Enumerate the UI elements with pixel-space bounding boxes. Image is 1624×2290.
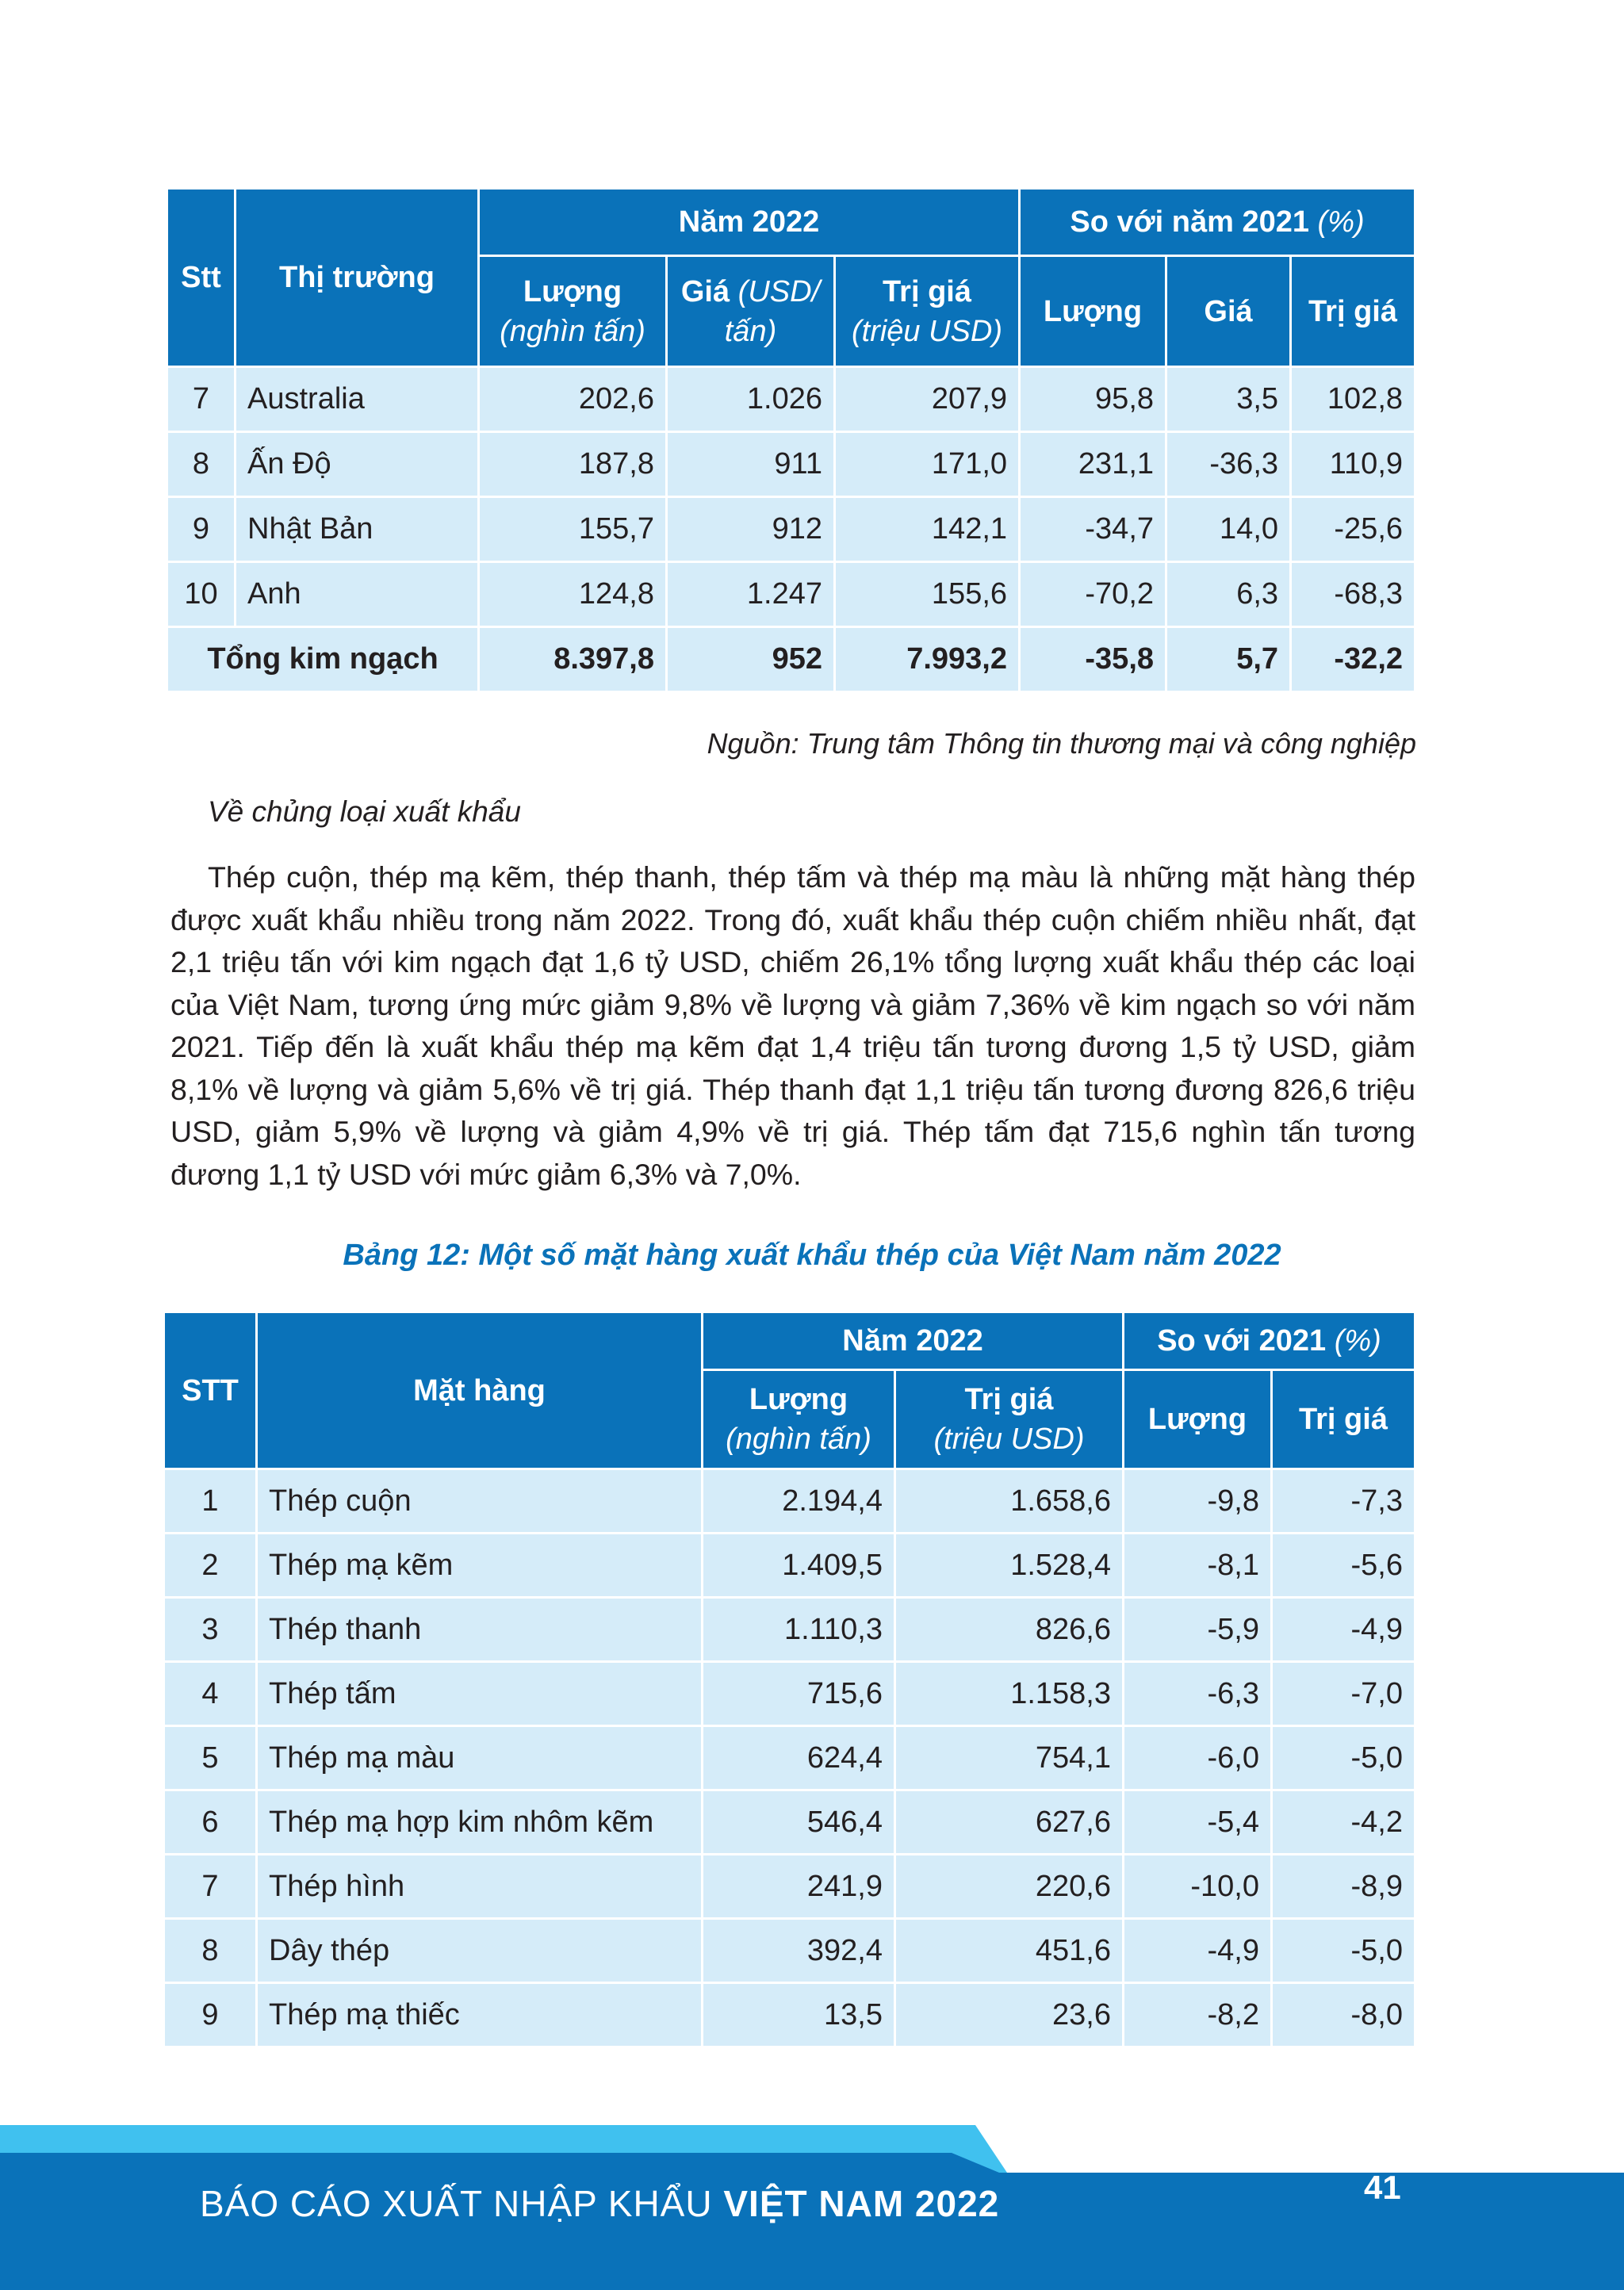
section-subheading: Về chủng loại xuất khẩu [208,795,521,828]
cell-item: Thép tấm [257,1662,703,1726]
total-label: Tổng kim ngạch [167,627,479,692]
cell-quantity: 392,4 [703,1919,895,1983]
table-row [164,1983,1415,2047]
cell-change-quantity: -6,0 [1124,1726,1272,1790]
cell-stt: 7 [167,367,236,432]
header-compare-unit: (%) [1317,205,1365,239]
cell-quantity: 1.409,5 [703,1534,895,1598]
cell-stt: 1 [164,1469,257,1534]
cell-change-value: -7,0 [1272,1662,1415,1726]
header-change-price: Giá [1166,256,1291,367]
table-caption: Bảng 12: Một số mặt hàng xuất khẩu thép của Việt Nam năm 2022 [343,1239,1281,1272]
cell-value: 627,6 [895,1790,1124,1855]
cell-item: Thép mạ hợp kim nhôm kẽm [257,1790,703,1855]
cell-stt: 5 [164,1726,257,1790]
cell-stt: 3 [164,1598,257,1662]
cell-change-quantity: -10,0 [1124,1855,1272,1919]
table-row [167,562,1415,627]
cell-stt: 6 [164,1790,257,1855]
header-market: Thị trường [236,189,479,367]
cell-change-price: 6,3 [1166,562,1291,627]
header-quantity-unit: (nghìn tấn) [500,314,645,348]
header-change-value: Trị giá [1272,1370,1415,1469]
table-row [164,1534,1415,1598]
cell-change-quantity: -9,8 [1124,1469,1272,1534]
cell-change-price: 14,0 [1166,497,1291,562]
total-value: 7.993,2 [835,627,1020,692]
cell-value: 1.158,3 [895,1662,1124,1726]
header-quantity-label: Lượng [523,274,622,308]
cell-item: Thép thanh [257,1598,703,1662]
total-quantity: 8.397,8 [479,627,667,692]
header-stt: Stt [167,189,236,367]
header-change-value: Trị giá [1291,256,1415,367]
header-value [895,1370,1124,1469]
cell-change-quantity: -6,3 [1124,1662,1272,1726]
table-row [167,432,1415,497]
cell-value: 171,0 [835,432,1020,497]
cell-change-price: 3,5 [1166,367,1291,432]
market-table [166,187,1416,693]
header-quantity [703,1370,895,1469]
header-compare-2021 [1124,1312,1415,1370]
page-number: 41 [1364,2169,1401,2206]
table-row [164,1855,1415,1919]
header-value-label: Trị giá [964,1383,1054,1416]
cell-change-price: -36,3 [1166,432,1291,497]
cell-stt: 9 [164,1983,257,2047]
cell-change-quantity: -4,9 [1124,1919,1272,1983]
cell-stt: 4 [164,1662,257,1726]
header-value-unit: (triệu USD) [933,1423,1085,1456]
footer-title-bold: VIỆT NAM 2022 [723,2183,1000,2224]
cell-value: 1.528,4 [895,1534,1124,1598]
header-quantity [479,256,667,367]
cell-price: 1.026 [667,367,835,432]
cell-change-quantity: -8,2 [1124,1983,1272,2047]
cell-market: Nhật Bản [236,497,479,562]
cell-change-value: -68,3 [1291,562,1415,627]
cell-change-value: -8,0 [1272,1983,1415,2047]
table-row [164,1919,1415,1983]
cell-item: Thép mạ thiếc [257,1983,703,2047]
total-change-quantity: -35,8 [1020,627,1166,692]
cell-value: 155,6 [835,562,1020,627]
cell-value: 207,9 [835,367,1020,432]
table-row [164,1469,1415,1534]
header-year-2022: Năm 2022 [479,189,1020,256]
cell-change-value: -5,0 [1272,1919,1415,1983]
cell-value: 1.658,6 [895,1469,1124,1534]
cell-change-quantity: 95,8 [1020,367,1166,432]
header-item: Mặt hàng [257,1312,703,1469]
cell-value: 754,1 [895,1726,1124,1790]
total-change-price: 5,7 [1166,627,1291,692]
header-year-2022: Năm 2022 [703,1312,1124,1370]
cell-stt: 8 [167,432,236,497]
cell-quantity: 1.110,3 [703,1598,895,1662]
cell-stt: 10 [167,562,236,627]
cell-quantity: 241,9 [703,1855,895,1919]
total-change-value: -32,2 [1291,627,1415,692]
body-paragraph: Thép cuộn, thép mạ kẽm, thép thanh, thép tấm và thép mạ màu là những mặt hàng thép được xuất khẩu nhiều trong năm 2022. Trong đó, xuất khẩu thép cuộn chiếm nhiều nhất, đạt 2,1 triệu tấn với kim ngạch đạt 1,6 tỷ USD, chiếm 26,1% tổng lượng xuất khẩu thép các loại của Việt Nam, tương ứng mức giảm 9,8% về lượng và giảm 7,36% về kim ngạch so với năm 2021. Tiếp đến là xuất khẩu thép mạ kẽm đạt 1,4 triệu tấn tương đương 1,5 tỷ USD, giảm 8,1% về lượng và giảm 5,6% về trị giá. Thép thanh đạt 1,1 triệu tấn tương đương 826,6 triệu USD, giảm 5,9% về lượng và giảm 4,9% về trị giá. Thép tấm đạt 715,6 nghìn tấn tương đương 1,1 tỷ USD với mức giảm 6,3% và 7,0%. [170,860,1415,1191]
cell-quantity: 155,7 [479,497,667,562]
header-price-unit-a: (USD/ [737,274,821,308]
header-price [667,256,835,367]
header-value-label: Trị giá [883,274,971,308]
cell-stt: 8 [164,1919,257,1983]
footer-title-regular: BÁO CÁO XUẤT NHẬP KHẨU [200,2183,724,2224]
header-price-unit-b: tấn) [724,314,777,348]
cell-change-quantity: -5,4 [1124,1790,1272,1855]
cell-change-value: -8,9 [1272,1855,1415,1919]
cell-item: Thép hình [257,1855,703,1919]
total-price: 952 [667,627,835,692]
header-compare-label: So với 2021 [1157,1324,1327,1358]
cell-item: Thép mạ kẽm [257,1534,703,1598]
source-note: Nguồn: Trung tâm Thông tin thương mại và công nghiệp [707,727,1416,760]
cell-change-value: -5,0 [1272,1726,1415,1790]
footer-title [200,2182,999,2225]
cell-change-value: -7,3 [1272,1469,1415,1534]
cell-price: 912 [667,497,835,562]
cell-change-quantity: -5,9 [1124,1598,1272,1662]
cell-change-value: -5,6 [1272,1534,1415,1598]
cell-value: 23,6 [895,1983,1124,2047]
cell-quantity: 715,6 [703,1662,895,1726]
table-row [167,367,1415,432]
table-row [164,1662,1415,1726]
total-row [167,627,1415,692]
steel-products-table [163,1311,1416,2048]
header-change-quantity: Lượng [1020,256,1166,367]
cell-item: Thép mạ màu [257,1726,703,1790]
cell-market: Australia [236,367,479,432]
cell-quantity: 546,4 [703,1790,895,1855]
header-compare-unit: (%) [1334,1324,1381,1358]
table-row [164,1790,1415,1855]
cell-item: Dây thép [257,1919,703,1983]
cell-value: 826,6 [895,1598,1124,1662]
cell-value: 220,6 [895,1855,1124,1919]
cell-market: Ấn Độ [236,432,479,497]
header-stt: STT [164,1312,257,1469]
cell-value: 451,6 [895,1919,1124,1983]
header-value-unit: (triệu USD) [851,314,1003,348]
cell-quantity: 624,4 [703,1726,895,1790]
cell-change-value: 110,9 [1291,432,1415,497]
cell-change-value: 102,8 [1291,367,1415,432]
cell-quantity: 202,6 [479,367,667,432]
cell-market: Anh [236,562,479,627]
cell-change-value: -4,2 [1272,1790,1415,1855]
header-value [835,256,1020,367]
cell-change-value: -4,9 [1272,1598,1415,1662]
cell-value: 142,1 [835,497,1020,562]
cell-quantity: 187,8 [479,432,667,497]
cell-quantity: 124,8 [479,562,667,627]
header-change-quantity: Lượng [1124,1370,1272,1469]
table-row [164,1598,1415,1662]
cell-stt: 9 [167,497,236,562]
cell-change-value: -25,6 [1291,497,1415,562]
header-price-label: Giá [680,274,730,308]
header-compare-2021 [1020,189,1415,256]
header-quantity-label: Lượng [749,1383,848,1416]
header-quantity-unit: (nghìn tấn) [726,1423,871,1456]
header-compare-label: So với năm 2021 [1070,205,1309,239]
table-row [164,1726,1415,1790]
cell-change-quantity: 231,1 [1020,432,1166,497]
cell-item: Thép cuộn [257,1469,703,1534]
cell-stt: 7 [164,1855,257,1919]
cell-quantity: 13,5 [703,1983,895,2047]
cell-price: 911 [667,432,835,497]
cell-price: 1.247 [667,562,835,627]
cell-quantity: 2.194,4 [703,1469,895,1534]
cell-change-quantity: -34,7 [1020,497,1166,562]
cell-change-quantity: -70,2 [1020,562,1166,627]
table-row [167,497,1415,562]
cell-change-quantity: -8,1 [1124,1534,1272,1598]
cell-stt: 2 [164,1534,257,1598]
